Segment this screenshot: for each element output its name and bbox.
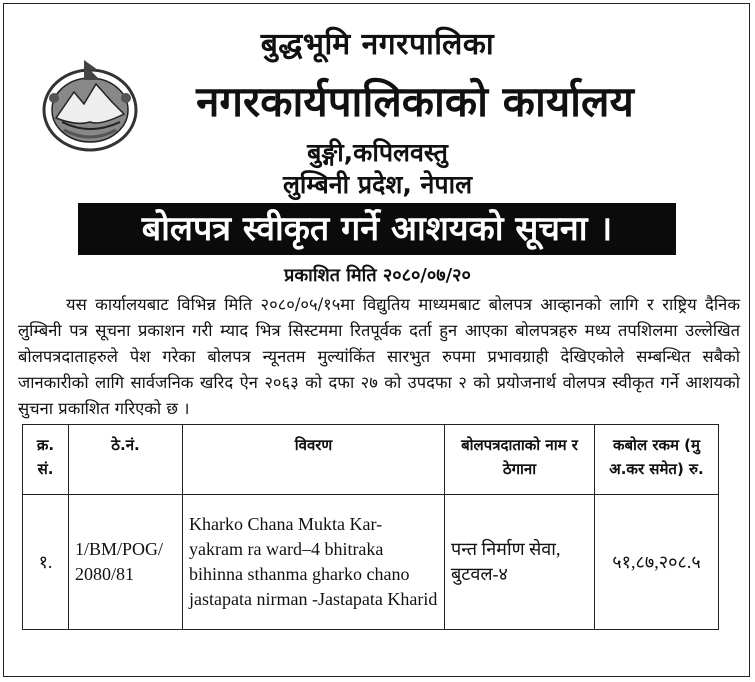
header-amount: कबोल रकम (मु अ.कर समेत) रु. xyxy=(595,425,719,495)
notice-title: बोलपत्र स्वीकृत गर्ने आशयको सूचना । xyxy=(78,203,676,255)
cell-description: Kharko Chana Mukta Kar- yakram ra ward–4 bhitraka bihinna sthanma gharko chano jastapata nirman -Jastapata Kharid xyxy=(183,495,445,630)
cell-contract-number: 1/BM/POG/ 2080/81 xyxy=(69,495,183,630)
office-name: नगरकार्यपालिकाको कार्यालय xyxy=(196,77,634,126)
address-line-1: बुङ्गी,कपिलवस्तु xyxy=(307,138,448,167)
municipality-name: बुद्धभूमि नगरपालिका xyxy=(260,27,495,62)
notice-body: यस कार्यालयबाट विभिन्न मिति २०८०/०५/१५मा विद्युतिय माध्यमबाट बोलपत्र आव्हानको लागि र राष्ट्रिय दैनिक लुम्बिनी पत्र सूचना प्रकाशन गरी म्याद भित्र सिस्टममा रितपूर्वक दर्ता हुन आएका बोलपत्रहरु मध्य तपशिलमा उल्लेखित बोलपत्रदाताहरुले पेश गरेका बोलपत्र न्यूनतम मुल्यांकिंत सारभुत रुपमा प्रभावग्राही देखिएकोले सम्बन्धित सबैको जानकारीको लागि सार्वजनिक खरिद ऐन २०६३ को दफा २७ को उपदफा २ को प्रयोजनार्थ वोलपत्र स्वीकृत गर्ने आशयको सुचना प्रकाशित गरिएको छ । xyxy=(18,295,740,418)
table-row xyxy=(23,495,719,630)
header-bidder: बोलपत्रदाताको नाम र ठेगाना xyxy=(445,425,595,495)
cell-amount: ५१,८७,२०८.५ xyxy=(595,495,719,630)
header-description: विवरण xyxy=(183,425,445,495)
published-date: प्रकाशित मिति २०८०/०७/२० xyxy=(284,265,471,286)
table-header-row xyxy=(23,425,719,495)
header-serial-number: क्र. सं. xyxy=(23,425,69,495)
cell-serial-number: १. xyxy=(23,495,69,630)
cell-bidder: पन्त निर्माण सेवा, बुटवल-४ xyxy=(445,495,595,630)
address-line-2: लुम्बिनी प्रदेश, नेपाल xyxy=(282,170,473,199)
header-contract-number: ठे.नं. xyxy=(69,425,183,495)
tender-table xyxy=(22,424,719,630)
